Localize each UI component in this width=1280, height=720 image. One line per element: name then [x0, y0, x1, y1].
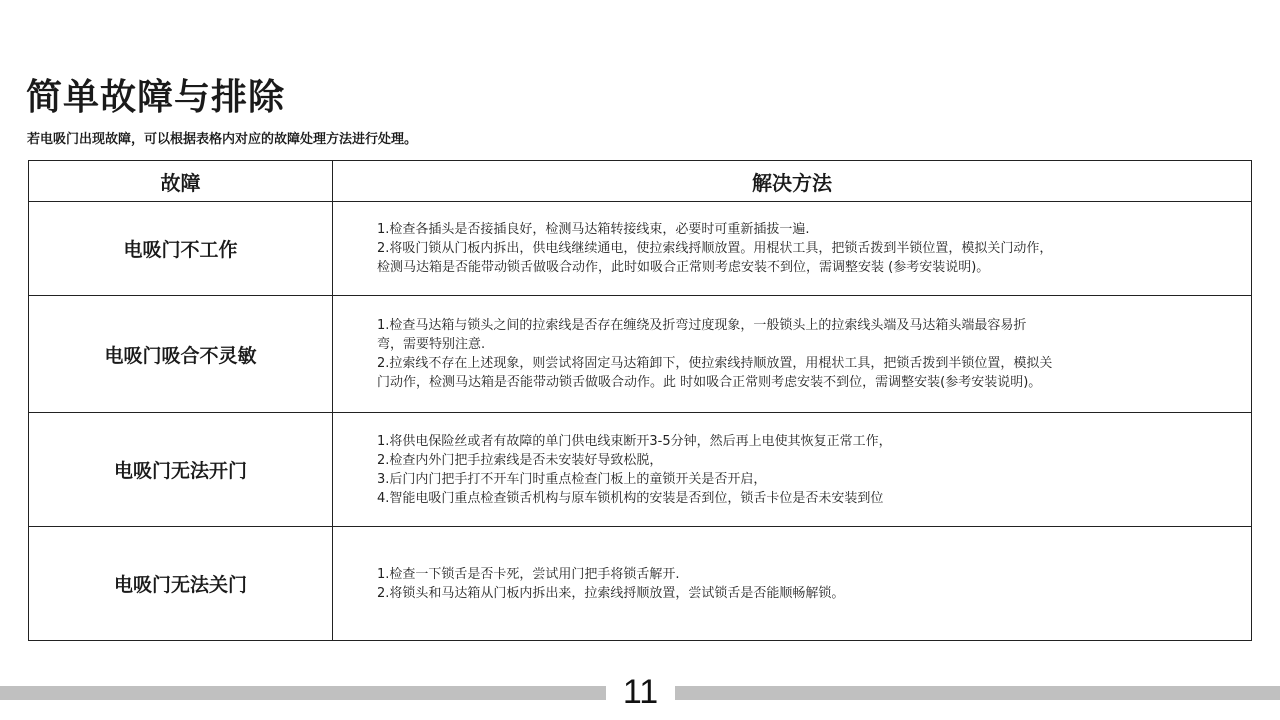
- table-row: [29, 413, 1252, 527]
- solution-line: 2.拉索线不存在上述现象，则尝试将固定马达箱卸下，使拉索线持顺放置，用棍状工具，把锁舌拨到半锁位置，模拟关: [377, 356, 1053, 371]
- footer-bar-right: [675, 686, 1280, 700]
- solution-line: 弯，需要特别注意.: [377, 337, 486, 352]
- solution-line: 2.将吸门锁从门板内拆出，供电线继续通电，使拉索线捋顺放置。用棍状工具，把锁舌拨到半锁位置，模拟关门动作，: [377, 241, 1053, 256]
- page-subtitle: 若电吸门出现故障，可以根据表格内对应的故障处理方法进行处理。: [27, 132, 418, 147]
- footer-bar-left: [0, 686, 606, 700]
- solution-line: 2.将锁头和马达箱从门板内拆出来，拉索线捋顺放置，尝试锁舌是否能顺畅解锁。: [377, 585, 845, 601]
- fault-cell: 电吸门无法关门: [29, 527, 333, 641]
- solution-line: 检测马达箱是否能带动锁舌做吸合动作，此时如吸合正常则考虑安装不到位，需调整安装 (参考安装说明)。: [377, 260, 990, 275]
- solution-cell: [333, 202, 1252, 296]
- fault-cell: 电吸门无法开门: [29, 413, 333, 527]
- table-row: [29, 296, 1252, 413]
- table-row: [29, 527, 1252, 641]
- fault-cell: 电吸门吸合不灵敏: [29, 296, 333, 413]
- fault-cell: 电吸门不工作: [29, 202, 333, 296]
- troubleshooting-table: [28, 160, 1252, 641]
- solution-cell: [333, 527, 1252, 641]
- solution-cell: [333, 296, 1252, 413]
- solution-line: 1.检查马达箱与锁头之间的拉索线是否存在缠绕及折弯过度现象，一般锁头上的拉索线头端及马达箱头端最容易折: [377, 318, 1027, 333]
- solution-line: 1.检查各插头是否接插良好，检测马达箱转接线束，必要时可重新插拔一遍.: [377, 222, 810, 237]
- table-header-row: [29, 161, 1252, 202]
- solution-line: 4.智能电吸门重点检查锁舌机构与原车锁机构的安装是否到位，锁舌卡位是否未安装到位: [377, 490, 884, 506]
- solution-line: 3.后门内门把手打不开车门时重点检查门板上的童锁开关是否开启，: [377, 471, 767, 487]
- solution-line: 2.检查内外门把手拉索线是否未安装好导致松脱，: [377, 452, 663, 468]
- page-title: 简单故障与排除: [26, 77, 286, 118]
- solution-cell: [333, 413, 1252, 527]
- solution-line: 1.检查一下锁舌是否卡死，尝试用门把手将锁舌解开.: [377, 566, 680, 582]
- solution-line: 门动作，检测马达箱是否能带动锁舌做吸合动作。此 时如吸合正常则考虑安装不到位，需调整安装(参考安装说明)。: [377, 375, 1042, 390]
- table-row: [29, 202, 1252, 296]
- solution-line: 1.将供电保险丝或者有故障的单门供电线束断开3-5分钟，然后再上电使其恢复正常工作，: [377, 433, 892, 449]
- header-solution: 解决方法: [333, 161, 1252, 202]
- page-number: 11: [622, 673, 659, 711]
- header-fault: 故障: [29, 161, 333, 202]
